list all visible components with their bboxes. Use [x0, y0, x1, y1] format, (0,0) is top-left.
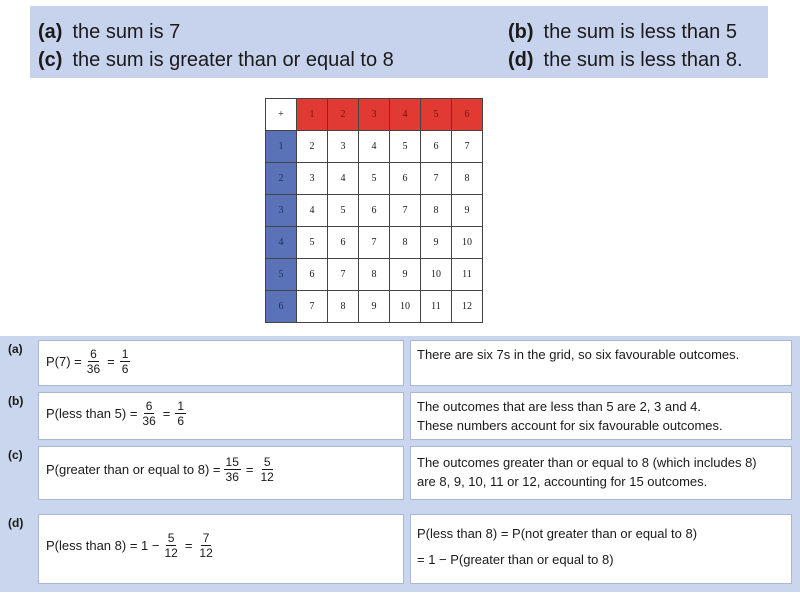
answer-label: (c)	[8, 448, 23, 462]
grid-cell: 6	[359, 195, 390, 227]
grid-cell: 9	[421, 227, 452, 259]
grid-cell: 6	[390, 163, 421, 195]
grid-row	[266, 227, 483, 259]
grid-cell: 9	[359, 291, 390, 323]
grid-cell: 11	[452, 259, 483, 291]
grid-cell: 8	[328, 291, 359, 323]
questions-band	[30, 6, 768, 78]
fraction: $\frac{7}{12}$	[199, 531, 213, 560]
fraction: $\frac{1}{6}$	[121, 347, 129, 376]
grid-cell: 7	[421, 163, 452, 195]
grid-cell: 6	[328, 227, 359, 259]
answer-working-box	[38, 446, 404, 500]
grid-cell: 10	[421, 259, 452, 291]
grid-cell: 7	[390, 195, 421, 227]
grid-cell: 4	[328, 163, 359, 195]
grid-cell: 7	[297, 291, 328, 323]
fraction: $\frac{1}{6}$	[177, 399, 185, 428]
grid-row	[266, 131, 483, 163]
fraction: $\frac{6}{36}$	[86, 347, 101, 376]
question-a: (a) the sum is 7	[38, 21, 181, 43]
grid-cell: 8	[390, 227, 421, 259]
grid-row-head: 3	[266, 195, 297, 227]
answer-working-box	[38, 392, 404, 440]
grid-cell: 3	[297, 163, 328, 195]
grid-corner: +	[266, 99, 297, 131]
answer-row-d	[0, 514, 800, 586]
grid-row-head: 5	[266, 259, 297, 291]
grid-cell: 8	[359, 259, 390, 291]
grid-cell: 2	[297, 131, 328, 163]
grid-col-head: 1	[297, 99, 328, 131]
grid-header-row	[266, 99, 483, 131]
probability-equation: P(7) = $\frac{6}{36}$ = $\frac{1}{6}$	[46, 347, 129, 376]
grid-row-head: 4	[266, 227, 297, 259]
answer-working-box	[38, 340, 404, 386]
grid-cell: 10	[452, 227, 483, 259]
grid-cell: 6	[421, 131, 452, 163]
probability-equation: P(less than 8) = 1 − $\frac{5}{12}$ = $\frac{7}{12}$	[46, 531, 213, 560]
answer-explanation-box: The outcomes that are less than 5 are 2, 3 and 4. These numbers account for six favourable outcomes.	[410, 392, 792, 440]
grid-row	[266, 259, 483, 291]
grid-cell: 7	[328, 259, 359, 291]
grid-cell: 8	[452, 163, 483, 195]
grid-cell: 8	[421, 195, 452, 227]
grid-row-head: 2	[266, 163, 297, 195]
grid-row-head: 6	[266, 291, 297, 323]
grid-row	[266, 195, 483, 227]
answer-explanation-box: There are six 7s in the grid, so six favourable outcomes.	[410, 340, 792, 386]
answer-label: (b)	[8, 394, 24, 408]
answer-working-box	[38, 514, 404, 584]
grid-col-head: 2	[328, 99, 359, 131]
sum-grid	[265, 98, 483, 323]
grid-cell: 5	[328, 195, 359, 227]
question-b: (b) the sum is less than 5	[508, 21, 737, 43]
grid-cell: 10	[390, 291, 421, 323]
grid-cell: 5	[390, 131, 421, 163]
fraction: $\frac{6}{36}$	[142, 399, 156, 428]
grid-cell: 6	[297, 259, 328, 291]
grid-col-head: 6	[452, 99, 483, 131]
fraction: $\frac{5}{12}$	[260, 455, 274, 484]
answer-explanation-box: P(less than 8) = P(not greater than or equal to 8) = 1 − P(greater than or equal to 8)	[410, 514, 792, 584]
answer-label: (a)	[8, 342, 23, 356]
question-c: (c) the sum is greater than or equal to 8	[38, 49, 394, 71]
grid-cell: 7	[359, 227, 390, 259]
answer-row-b	[0, 392, 800, 442]
fraction: $\frac{15}{36}$	[225, 455, 239, 484]
grid-cell: 3	[328, 131, 359, 163]
answer-label: (d)	[8, 516, 24, 530]
answer-row-a	[0, 340, 800, 388]
grid-cell: 4	[359, 131, 390, 163]
answer-row-c	[0, 446, 800, 502]
grid-row-head: 1	[266, 131, 297, 163]
probability-equation: P(less than 5) = $\frac{6}{36}$ = $\frac{1}{6}$	[46, 399, 185, 428]
grid-col-head: 4	[390, 99, 421, 131]
grid-cell: 11	[421, 291, 452, 323]
grid-cell: 5	[359, 163, 390, 195]
grid-cell: 5	[297, 227, 328, 259]
fraction: $\frac{5}{12}$	[164, 531, 178, 560]
grid-col-head: 5	[421, 99, 452, 131]
grid-cell: 9	[452, 195, 483, 227]
grid-cell: 7	[452, 131, 483, 163]
grid-cell: 9	[390, 259, 421, 291]
grid-cell: 12	[452, 291, 483, 323]
probability-equation: P(greater than or equal to 8) = $\frac{15}{36}$ = $\frac{5}{12}$	[46, 455, 274, 484]
question-d: (d) the sum is less than 8.	[508, 49, 743, 71]
grid-col-head: 3	[359, 99, 390, 131]
grid-row	[266, 163, 483, 195]
answers-panel	[0, 336, 800, 592]
grid-row	[266, 291, 483, 323]
grid-cell: 4	[297, 195, 328, 227]
answer-explanation-box: The outcomes greater than or equal to 8 (which includes 8) are 8, 9, 10, 11 or 12, accounting for 15 outcomes.	[410, 446, 792, 500]
